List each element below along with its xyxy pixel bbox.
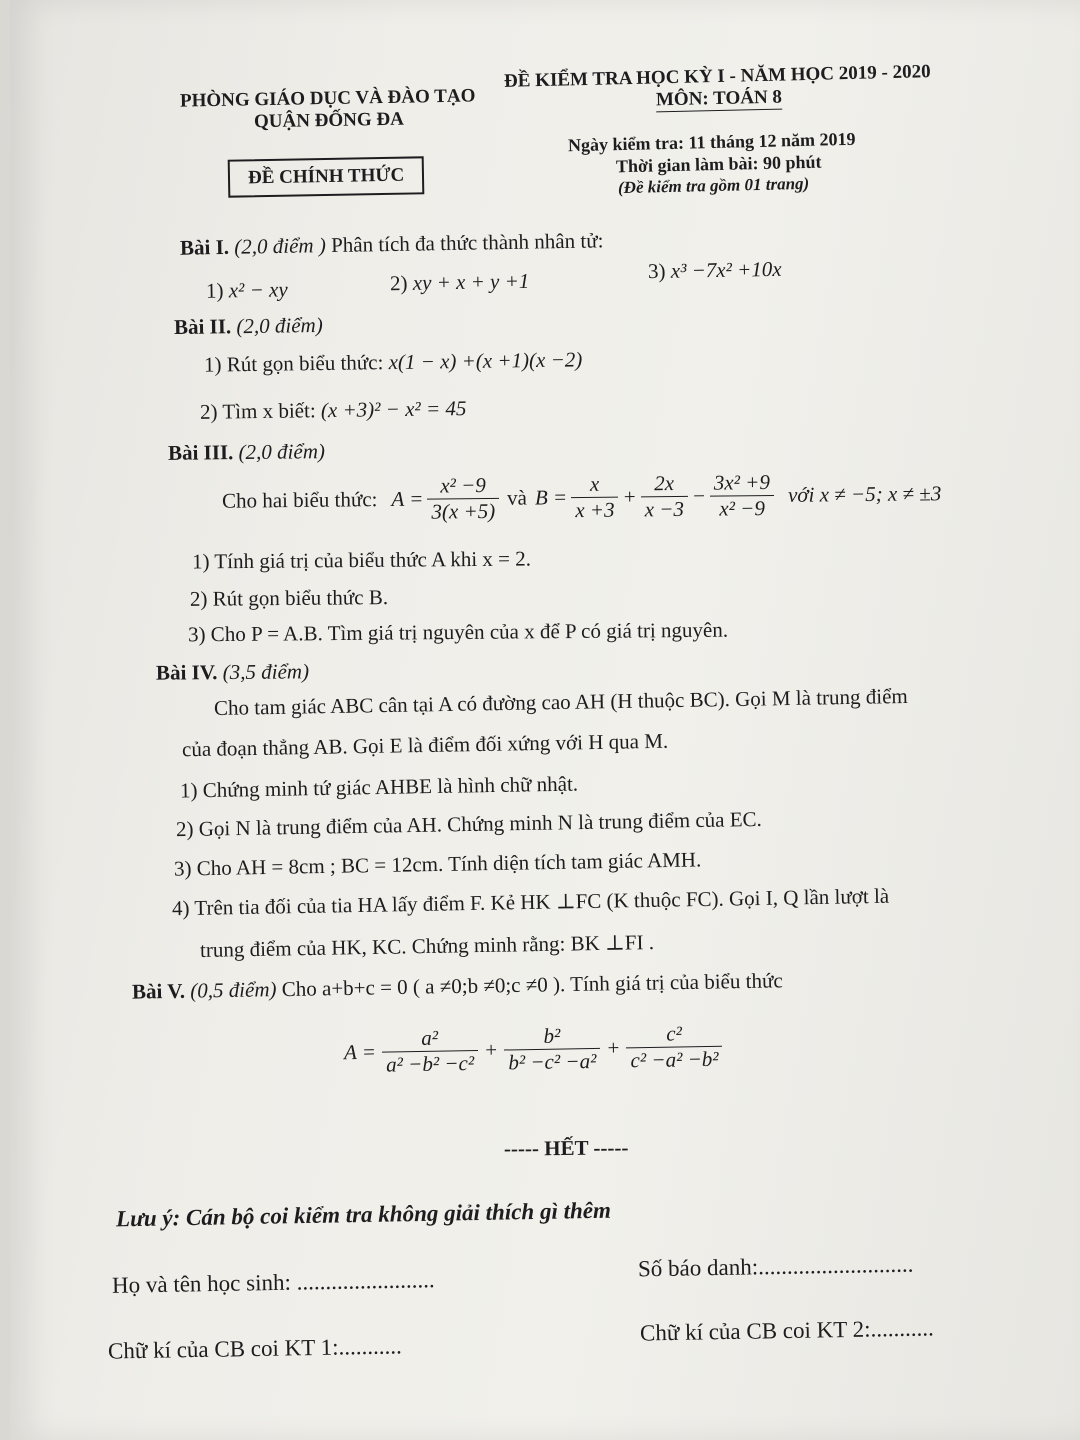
bai4-intro-line2: của đoạn thẳng AB. Gọi E là điểm đối xứng với H qua M.: [181, 728, 669, 762]
bai5-points: (0,5 điểm): [189, 977, 277, 1003]
fraction-denominator: a² −b² −c²: [385, 1051, 475, 1077]
fraction-denominator: x −3: [644, 496, 685, 522]
proctor-note: Lưu ý: Cán bộ coi kiểm tra không giải thích gì thêm: [115, 1197, 612, 1232]
minus-sign: −: [691, 483, 707, 508]
fraction-denominator: 3(x +5): [431, 498, 496, 524]
end-marker: ----- HẾT -----: [503, 1135, 629, 1161]
proctor1-signature-field: Chữ kí của CB coi KT 1:...........: [107, 1333, 402, 1364]
bai3-points: (2,0 điểm): [238, 439, 326, 465]
bai1-item-3: [648, 257, 782, 284]
exam-title: ĐỀ KIỂM TRA HỌC KỲ I - NĂM HỌC 2019 - 2020: [503, 61, 931, 92]
plus-sign: +: [605, 1035, 621, 1060]
bai1-title: Bài I.: [179, 234, 230, 260]
bai3-title: Bài III.: [167, 440, 234, 465]
bai4-item-4-continued: trung điểm của HK, KC. Chứng minh rằng: BK ⊥FI .: [199, 930, 655, 962]
official-exam-label: ĐỀ CHÍNH THỨC: [228, 156, 425, 197]
plus-sign: +: [483, 1037, 499, 1062]
item-number: 2): [389, 270, 408, 296]
exam-pages-note: (Đề kiểm tra gồm 01 trang): [617, 173, 810, 198]
bai2-heading: [174, 313, 323, 340]
exam-date: Ngày kiểm tra: 11 tháng 12 năm 2019: [567, 128, 856, 156]
bai3-item-1: 1) Tính giá trị của biểu thức A khi x = 2.: [191, 546, 532, 574]
exam-paper: [10, 0, 1080, 1440]
expr-A-lhs: A =: [391, 486, 424, 511]
fraction-numerator: x: [571, 472, 619, 498]
plus-sign: +: [622, 484, 637, 509]
fraction-numerator: 3x² +9: [710, 470, 774, 497]
bai4-item-2: 2) Gọi N là trung điểm của AH. Chứng minh N là trung điểm của EC.: [175, 806, 763, 842]
bai5-term1: [381, 1025, 478, 1078]
bai4-points: (3,5 điểm): [222, 659, 310, 685]
bai5-expression: [344, 1021, 723, 1079]
bai5-heading: [132, 968, 783, 1004]
bai3-item-2: 2) Rút gọn biểu thức B.: [189, 585, 389, 611]
fraction-denominator: b² −c² −a²: [508, 1048, 597, 1075]
bai1-item-2: [390, 269, 530, 296]
student-name-field: Họ và tên học sinh: ........................: [111, 1267, 435, 1298]
bai2-item-2: [200, 396, 467, 425]
bai5-term2: [504, 1023, 601, 1076]
bai2-points: (2,0 điểm): [236, 312, 323, 339]
bai4-intro-line1: Cho tam giác ABC cân tại A có đường cao AH (H thuộc BC). Gọi M là trung điểm: [213, 683, 908, 721]
bai5-term3: [626, 1021, 723, 1074]
bai1-expr-3: x³ −7x² +10x: [670, 256, 782, 283]
bai1-prompt: Phân tích đa thức thành nhân tử:: [330, 228, 604, 258]
bai3-expressions: [222, 468, 942, 527]
item-number: 1): [205, 278, 224, 303]
bai2-item2-expr: (x +3)² − x² = 45: [320, 396, 467, 423]
fraction-numerator: c²: [626, 1021, 723, 1049]
bai4-item-4: 4) Trên tia đối của tia HA lấy điểm F. Kẻ HK ⊥FC (K thuộc FC). Gọi I, Q lần lượt là: [171, 883, 890, 921]
bai2-item1-label: 1) Rút gọn biểu thức:: [203, 350, 384, 377]
bai5-prompt: Cho a+b+c = 0 ( a ≠0;b ≠0;c ≠0 ). Tính giá trị của biểu thức: [281, 968, 783, 1002]
bai2-title: Bài II.: [173, 314, 232, 340]
exam-duration: Thời gian làm bài: 90 phút: [615, 151, 822, 177]
bai3-condition: với x ≠ −5; x ≠ ±3: [787, 481, 942, 507]
bai3-item-3: 3) Cho P = A.B. Tìm giá trị nguyên của x để P có giá trị nguyên.: [187, 617, 729, 647]
fraction-numerator: b²: [504, 1023, 601, 1051]
bai1-item-1: [206, 277, 288, 303]
bai4-title: Bài IV.: [155, 660, 218, 685]
expr-B-term3: [710, 470, 775, 522]
bai4-heading: [156, 659, 309, 685]
expr-B-lhs: B =: [534, 485, 568, 510]
exam-subject: MÔN: TOÁN 8: [655, 86, 783, 111]
candidate-number-field: Số báo danh:...........................: [637, 1251, 914, 1282]
expr-B-term2: [640, 471, 688, 522]
bai1-expr-2: xy + x + y +1: [412, 268, 530, 295]
fraction-numerator: x² −9: [427, 473, 499, 500]
department-line1: PHÒNG GIÁO DỤC VÀ ĐÀO TẠO: [179, 85, 476, 112]
bai1-points: (2,0 điểm ): [234, 233, 327, 259]
bai4-item-1: 1) Chứng minh tứ giác AHBE là hình chữ nhật.: [179, 771, 579, 803]
bai3-intro: Cho hai biểu thức:: [221, 487, 378, 513]
bai2-item2-label: 2) Tìm x biết:: [199, 398, 316, 424]
fraction-numerator: 2x: [640, 471, 688, 497]
bai2-item-1: [204, 347, 583, 377]
fraction-denominator: x² −9: [719, 496, 766, 521]
bai1-expr-1: x² − xy: [228, 277, 288, 303]
fraction-denominator: c² −a² −b²: [630, 1046, 719, 1073]
bai2-item1-expr: x(1 − x) +(x +1)(x −2): [388, 347, 583, 375]
proctor2-signature-field: Chữ kí của CB coi KT 2:...........: [639, 1315, 934, 1346]
bai1-heading: [180, 228, 604, 260]
bai3-heading: [168, 439, 325, 466]
expr-B-term1: [571, 472, 619, 523]
fraction-numerator: a²: [381, 1025, 478, 1053]
expr-A-fraction: [427, 473, 499, 525]
item-number: 3): [647, 258, 666, 284]
expr-lhs: A =: [343, 1039, 377, 1065]
and-word: và: [506, 485, 528, 510]
fraction-denominator: x +3: [575, 497, 615, 523]
department-line2: QUẬN ĐỐNG ĐA: [253, 108, 405, 133]
bai5-title: Bài V.: [131, 978, 186, 1004]
bai4-item-3: 3) Cho AH = 8cm ; BC = 12cm. Tính diện tích tam giác AMH.: [173, 847, 702, 881]
